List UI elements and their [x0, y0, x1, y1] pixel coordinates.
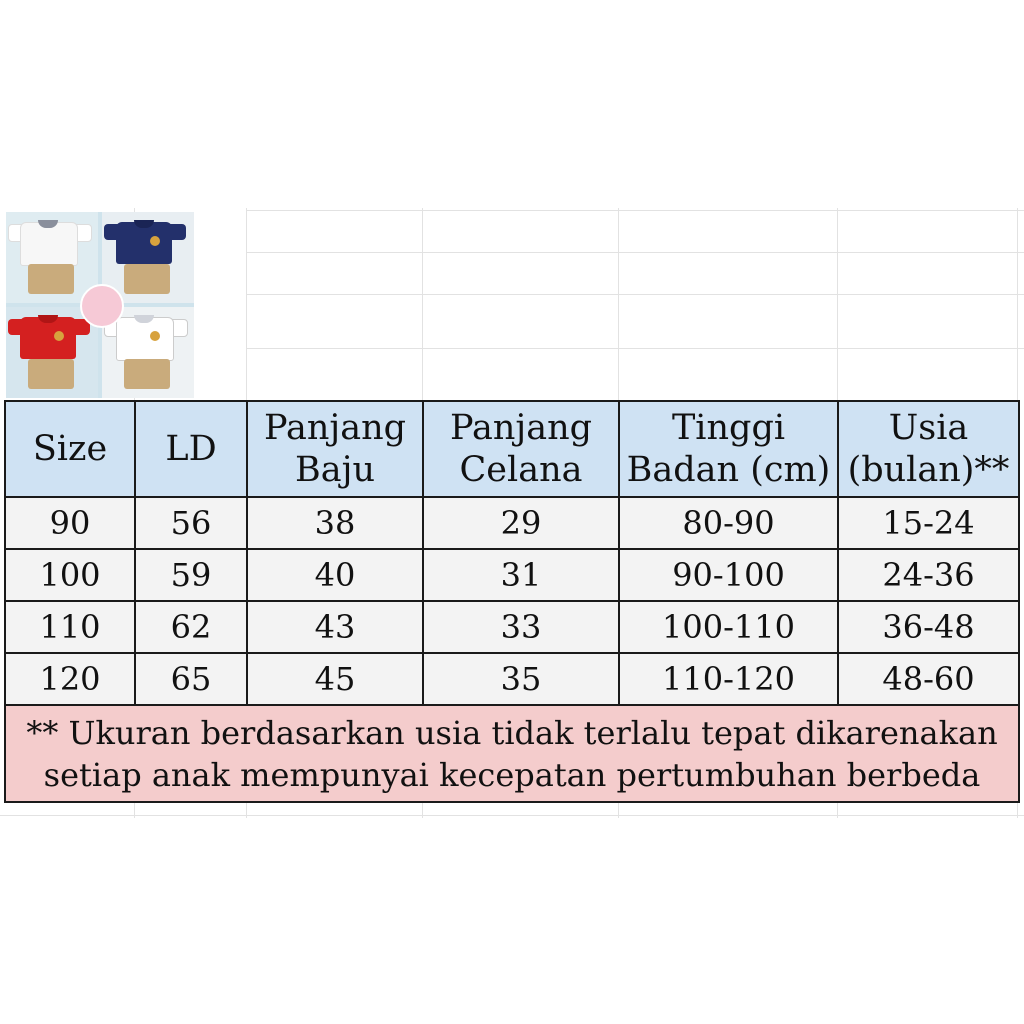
- table-note-row: [5, 705, 1019, 802]
- cell-ld: 62: [135, 601, 247, 653]
- cell-ld: 56: [135, 497, 247, 549]
- cell-usia: 24-36: [838, 549, 1019, 601]
- cell-panjang-celana: 29: [423, 497, 619, 549]
- table-row: [5, 653, 1019, 705]
- table-header-row: [5, 401, 1019, 497]
- cell-tinggi-badan: 80-90: [619, 497, 838, 549]
- cell-panjang-baju: 45: [247, 653, 423, 705]
- cell-usia: 48-60: [838, 653, 1019, 705]
- cell-size: 110: [5, 601, 135, 653]
- grid-line: [246, 348, 1024, 349]
- grid-line: [0, 815, 1024, 816]
- cell-tinggi-badan: 100-110: [619, 601, 838, 653]
- header-panjang-baju: Panjang Baju: [247, 401, 423, 497]
- cell-tinggi-badan: 110-120: [619, 653, 838, 705]
- cell-panjang-celana: 35: [423, 653, 619, 705]
- table-row: [5, 601, 1019, 653]
- cell-panjang-baju: 43: [247, 601, 423, 653]
- cell-size: 90: [5, 497, 135, 549]
- cell-panjang-celana: 33: [423, 601, 619, 653]
- product-photo: [6, 212, 194, 398]
- cell-size: 100: [5, 549, 135, 601]
- cell-size: 120: [5, 653, 135, 705]
- header-tinggi-badan: Tinggi Badan (cm): [619, 401, 838, 497]
- brand-logo-icon: [80, 284, 124, 328]
- outfit-red: [6, 307, 98, 398]
- cell-ld: 59: [135, 549, 247, 601]
- size-note: ** Ukuran berdasarkan usia tidak terlalu tepat dikarenakan setiap anak mempunyai kecepatan pertumbuhan berbeda: [5, 705, 1019, 802]
- cell-panjang-baju: 38: [247, 497, 423, 549]
- cell-usia: 36-48: [838, 601, 1019, 653]
- table-row: [5, 497, 1019, 549]
- size-chart-table: [4, 400, 1020, 803]
- grid-line: [246, 252, 1024, 253]
- cell-panjang-baju: 40: [247, 549, 423, 601]
- cell-panjang-celana: 31: [423, 549, 619, 601]
- cell-tinggi-badan: 90-100: [619, 549, 838, 601]
- header-ld: LD: [135, 401, 247, 497]
- header-size: Size: [5, 401, 135, 497]
- cell-ld: 65: [135, 653, 247, 705]
- table-row: [5, 549, 1019, 601]
- header-usia: Usia (bulan)**: [838, 401, 1019, 497]
- cell-usia: 15-24: [838, 497, 1019, 549]
- grid-line: [246, 294, 1024, 295]
- grid-line: [246, 210, 1024, 211]
- header-panjang-celana: Panjang Celana: [423, 401, 619, 497]
- outfit-white: [6, 212, 98, 303]
